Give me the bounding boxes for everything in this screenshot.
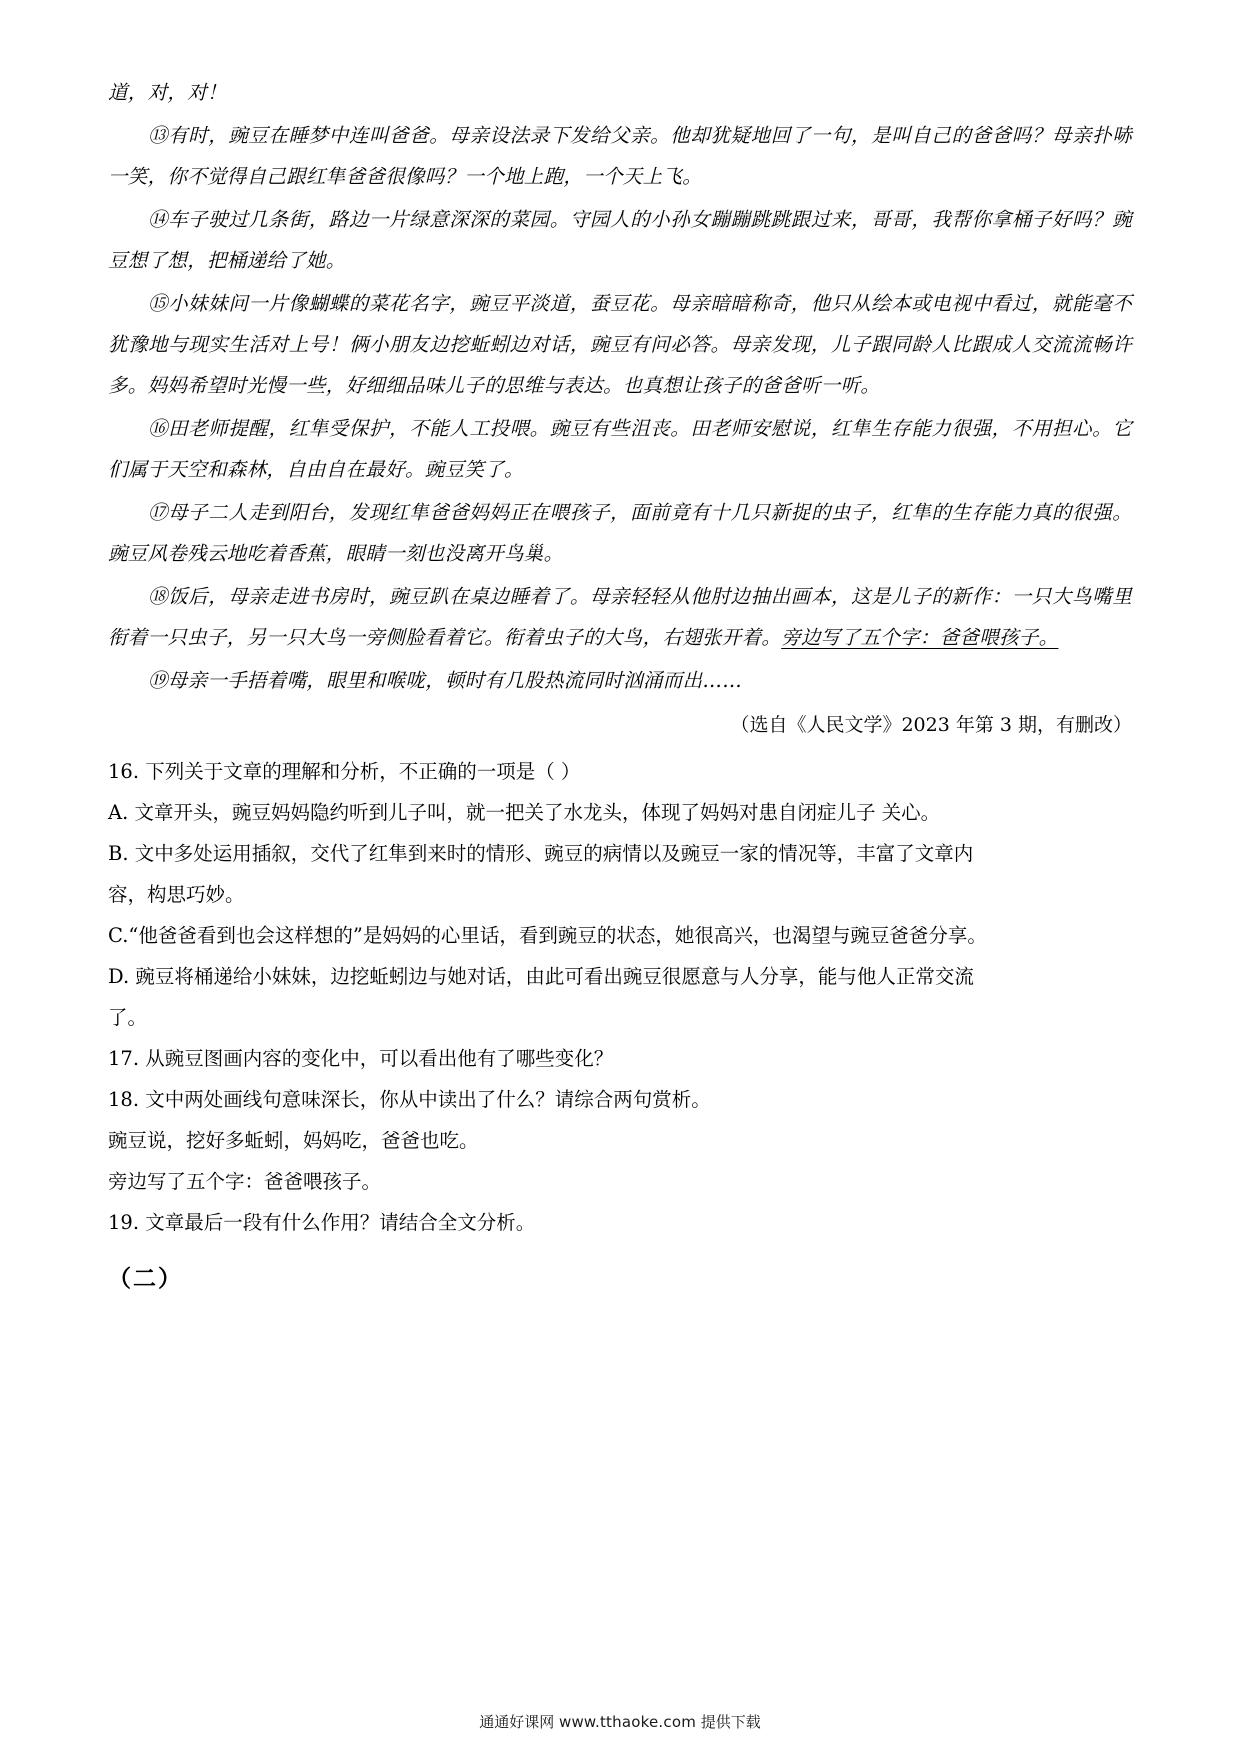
- footer-brand: 通通好课网: [479, 1713, 555, 1731]
- question-18-quote-2: 旁边写了五个字：爸爸喂孩子。: [108, 1170, 382, 1193]
- question-16-option-d-cont: 了。: [108, 1006, 148, 1029]
- paragraph-19: ⑲母亲一手捂着嘴，眼里和喉咙，顿时有几股热流同时汹涌而出……: [148, 669, 743, 692]
- question-19-stem: 19. 文章最后一段有什么作用？请结合全文分析。: [108, 1211, 536, 1234]
- paragraph-15: ⑮小妹妹问一片像蝴蝶的菜花名字，豌豆平淡道，蚕豆花。母亲暗暗称奇，他只从绘本或电视中看过，就能毫不犹豫地与现实生活对上号！俩小朋友边挖蚯蚓边对话，豌豆有问必答。母亲发现，儿子跟同龄人比跟成人交流流畅许多。妈妈希望时光慢一些，好细细品味儿子的思维与表达。也真想让孩子的爸爸听一听。: [108, 292, 1132, 397]
- footer-site: www.tthaoke.com: [558, 1713, 697, 1731]
- question-16-stem: 16. 下列关于文章的理解和分析，不正确的一项是（ ）: [108, 760, 581, 783]
- paragraph-continuation: 道，对，对！: [108, 81, 227, 104]
- footer-suffix: 提供下载: [700, 1713, 761, 1731]
- question-17-stem: 17. 从豌豆图画内容的变化中，可以看出他有了哪些变化？: [108, 1047, 614, 1070]
- paragraph-18-underlined: 旁边写了五个字：爸爸喂孩子。: [781, 626, 1059, 649]
- paragraph-14: ⑭车子驶过几条街，路边一片绿意深深的菜园。守园人的小孙女蹦蹦跳跳跟过来，哥哥，我帮你拿桶子好吗？豌豆想了想，把桶递给了她。: [108, 208, 1132, 272]
- section-label: （二）: [108, 1265, 183, 1292]
- paragraph-18-text: ⑱饭后，母亲走进书房时，豌豆趴在桌边睡着了。母亲轻轻从他肘边抽出画本，这是儿子的新作：一只大鸟嘴里衔着一只虫子，另一只大鸟一旁侧脸看着它。衔着虫子的大鸟，右翅张开着。: [108, 585, 1132, 649]
- question-16-option-c: C.“他爸爸看到也会这样想的”是妈妈的心里话，看到豌豆的状态，她很高兴，也渴望与豌豆爸爸分享。: [108, 924, 987, 947]
- page-footer: [0, 1711, 1240, 1732]
- question-16-option-b: B. 文中多处运用插叙，交代了红隼到来时的情形、豌豆的病情以及豌豆一家的情况等，丰富了文章内: [108, 842, 974, 865]
- paragraph-17: ⑰母子二人走到阳台，发现红隼爸爸妈妈正在喂孩子，面前竟有十几只新捉的虫子，红隼的生存能力真的很强。豌豆风卷残云地吃着香蕉，眼睛一刻也没离开鸟巢。: [108, 501, 1132, 565]
- question-16-option-d: D. 豌豆将桶递给小妹妹，边挖蚯蚓边与她对话，由此可看出豌豆很愿意与人分享，能与他人正常交流: [108, 965, 974, 988]
- paragraph-13: ⑬有时，豌豆在睡梦中连叫爸爸。母亲设法录下发给父亲。他却犹疑地回了一句，是叫自己的爸爸吗？母亲扑哧一笑，你不觉得自己跟红隼爸爸很像吗？一个地上跑，一个天上飞。: [108, 124, 1132, 188]
- source-attribution: （选自《人民文学》2023 年第 3 期，有删改）: [730, 714, 1132, 736]
- question-16-option-b-cont: 容，构思巧妙。: [108, 883, 245, 906]
- paragraph-16: ⑯田老师提醒，红隼受保护，不能人工投喂。豌豆有些沮丧。田老师安慰说，红隼生存能力很强，不用担心。它们属于天空和森林，自由自在最好。豌豆笑了。: [108, 417, 1132, 481]
- question-16-option-a: A. 文章开头，豌豆妈妈隐约听到儿子叫，就一把关了水龙头，体现了妈妈对患自闭症儿子 关心。: [108, 801, 941, 824]
- question-18-quote-1: 豌豆说，挖好多蚯蚓，妈妈吃，爸爸也吃。: [108, 1129, 479, 1152]
- question-18-stem: 18. 文中两处画线句意味深长，你从中读出了什么？请综合两句赏析。: [108, 1088, 711, 1111]
- paragraph-18: [108, 576, 1132, 658]
